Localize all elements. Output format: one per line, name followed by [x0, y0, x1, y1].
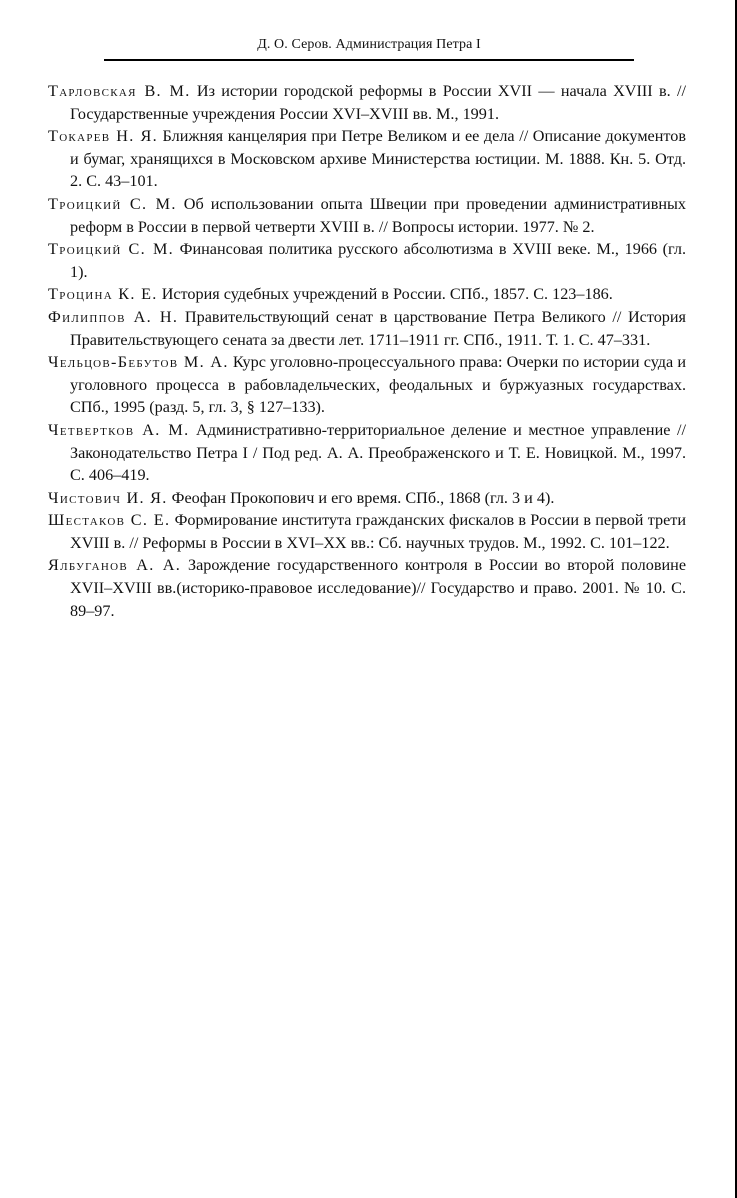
reference-item	[48, 238, 686, 283]
reference-item	[48, 283, 686, 306]
reference-author: Троицкий С. М.	[48, 240, 174, 259]
reference-text: Из истории городской реформы в России XVII — начала XVIII в. // Государственные учреждения России XVI–XVIII вв. М., 1991.	[70, 82, 687, 123]
header-rule	[104, 59, 634, 61]
reference-author: Шестаков С. Е.	[48, 511, 171, 530]
reference-item	[48, 509, 686, 554]
reference-item	[48, 351, 686, 419]
reference-item	[48, 193, 686, 238]
reference-text: Правительствующий сенат в царствование Петра Великого // История Правительствующего сената за двести лет. 1711–1911 гг. СПб., 1911. Т. 1. С. 47–331.	[70, 307, 687, 349]
reference-item	[48, 554, 686, 622]
reference-list	[48, 80, 686, 622]
reference-text: Финансовая политика русского абсолютизма в XVIII веке. М., 1966 (гл. 1).	[70, 240, 687, 281]
reference-text: Административно-территориальное деление и местное управление // Законодательство Петра I / Под ред. А. А. Преображенского и Т. Е. Новицкой. М., 1997. С. 406–419.	[70, 420, 686, 485]
reference-item	[48, 487, 686, 510]
reference-author: Троицкий С. М.	[48, 194, 177, 213]
reference-text: Зарождение государственного контроля в России во второй половине XVII–XVIII вв.(историко-правовое исследование)// Государство и право. 2001. № 10. С. 89–97.	[70, 556, 687, 620]
reference-author: Четвертков А. М.	[48, 420, 190, 439]
reference-text: Ближняя канцелярия при Петре Великом и ее дела // Описание документов и бумаг, хранящихся в Московском архиве Министерства юстиции. М. 1888. Кн. 5. Отд. 2. С. 43–101.	[70, 127, 687, 191]
reference-author: Токарев Н. Я.	[48, 127, 158, 146]
reference-item	[48, 419, 686, 487]
reference-item	[48, 125, 686, 193]
reference-text: Курс уголовно-процессуального права: Очерки по истории суда и уголовного процесса в рабовладельческих, феодальных и буржуазных государствах. СПб., 1995 (разд. 5, гл. 3, § 127–133).	[70, 353, 687, 417]
reference-text: Формирование института гражданских фискалов в России в первой трети XVIII в. // Реформы в России в XVI–XX вв.: Сб. научных трудов. М., 1992. С. 101–122.	[70, 511, 687, 552]
reference-author: Ялбуганов А. А.	[48, 556, 182, 575]
reference-text: Об использовании опыта Швеции при проведении административных реформ в России в первой четверти XVIII в. // Вопросы истории. 1977. № 2.	[70, 194, 686, 236]
reference-text: История судебных учреждений в России. СПб., 1857. С. 123–186.	[161, 285, 613, 304]
reference-author: Троцина К. Е.	[48, 285, 158, 304]
reference-text: Феофан Прокопович и его время. СПб., 1868 (гл. 3 и 4).	[171, 488, 555, 507]
reference-author: Тарловская В. М.	[48, 82, 191, 100]
reference-author: Филиппов А. Н.	[48, 307, 179, 326]
running-header: Д. О. Серов. Администрация Петра I	[257, 37, 481, 52]
reference-item	[48, 80, 686, 125]
reference-item	[48, 306, 686, 351]
reference-author: Чистович И. Я.	[48, 488, 168, 507]
reference-author: Чельцов-Бебутов М. А.	[48, 353, 229, 372]
